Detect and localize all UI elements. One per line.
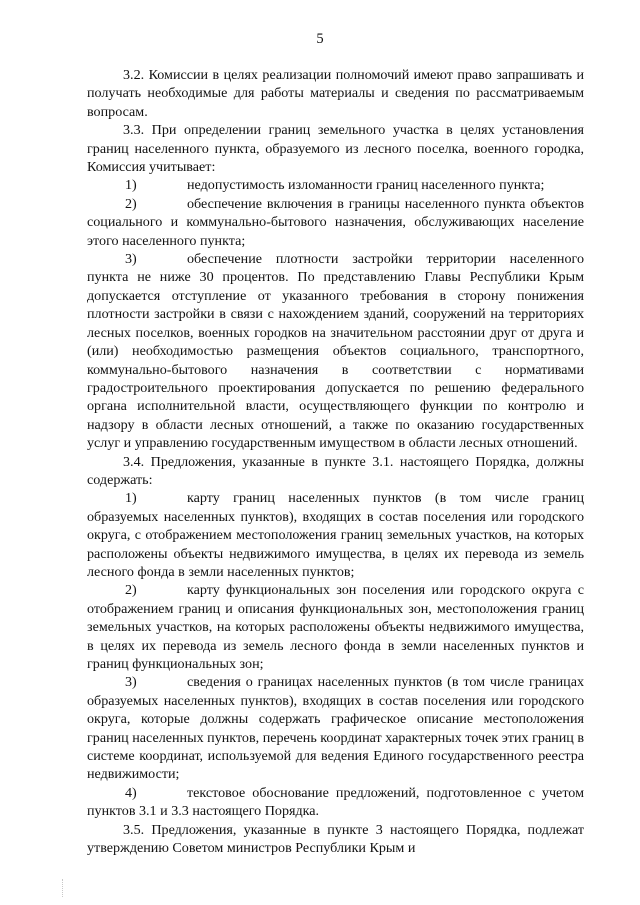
list-item-number: 1) [125, 177, 137, 194]
list-item-number: 2) [125, 195, 137, 212]
paragraph-3-3: 3.3. При определении границ земельного участка в целях установления границ населенного пункта, образуемого из лесного поселка, военного городка, Комиссия учитывает: [87, 122, 584, 176]
list-item-text: обеспечение плотности застройки территории населенного пункта не ниже 30 процентов. По представлению Главы Республики Крым допускается отступление от указанного требования в сторону понижения плотности застройки в связи с нахождением зданий, сооружений на территориях лесных поселков, военных городков на значительном расстоянии друг от друга и (или) необходимостью размещения объектов социального, транспортного, коммунально-бытового назначения в соответствии с нормативами градостроительного проектирования допускается по решению федерального органа исполнительной власти, осуществляющего функции по контролю и надзору в области лесных отношений, а также по оказанию государственных услуг и управлению государственным имуществом в области лесных отношений. [87, 251, 584, 452]
paragraph-3-5: 3.5. Предложения, указанные в пункте 3 настоящего Порядка, подлежат утверждению Советом министров Республики Крым и [87, 821, 584, 857]
list-item-text: обеспечение включения в границы населенного пункта объектов социального и коммунально-бытового назначения, обслуживающих население этого населенного пункта; [87, 195, 584, 249]
paragraph-3-4: 3.4. Предложения, указанные в пункте 3.1. настоящего Порядка, должны содержать: [87, 453, 584, 488]
list-item-3-4-2 [87, 581, 584, 673]
paragraph-3-2: 3.2. Комиссии в целях реализации полномочий имеют право запрашивать и получать необходимые для работы материалы и сведения по рассматриваемым вопросам. [87, 67, 584, 120]
list-item-text: карту границ населенных пунктов (в том числе границ образуемых населенных пунктов), входящих в состав поселения или городского округа, с отображением местоположения границ земельных участков, на которых расположены объекты недвижимого имущества, в целях их перевода из земель лесного фонда в земли населенных пунктов; [87, 490, 584, 580]
list-item-number: 3) [125, 674, 137, 691]
list-item-text: карту функциональных зон поселения или городского округа с отображением границ и описания функциональных зон, местоположения границ земельных участков, на которых расположены объекты недвижимого имущества, в целях их перевода из земель лесного фонда в земли населенных пунктов и границ функциональных зон; [87, 582, 584, 672]
list-item-3-3-2 [87, 195, 584, 250]
document-body [87, 66, 584, 857]
list-item-text: сведения о границах населенных пунктов (в том числе границах образуемых населенных пунктов), входящих в состав поселения или городского округа, которые должны содержать графическое описание местоположения границ населенных пунктов, перечень координат характерных точек этих границ в системе координат, используемой для ведения Единого государственного реестра недвижимости; [87, 674, 584, 783]
list-item-text: текстовое обоснование предложений, подготовленное с учетом пунктов 3.1 и 3.3 настоящего Порядка. [87, 784, 584, 820]
list-item-3-3-3 [87, 250, 584, 452]
list-item-3-4-3 [87, 673, 584, 783]
list-item-number: 2) [125, 582, 137, 599]
list-item-3-4-4 [87, 784, 584, 821]
list-item-number: 4) [125, 784, 137, 801]
page-number: 5 [316, 31, 324, 47]
list-item-number: 1) [125, 490, 137, 507]
list-item-3-4-1 [87, 489, 584, 581]
list-item-number: 3) [125, 251, 137, 268]
list-item-3-3-1 [87, 176, 584, 194]
list-item-text: недопустимость изломанности границ населенного пункта; [187, 177, 545, 194]
scan-artifact [62, 879, 64, 897]
